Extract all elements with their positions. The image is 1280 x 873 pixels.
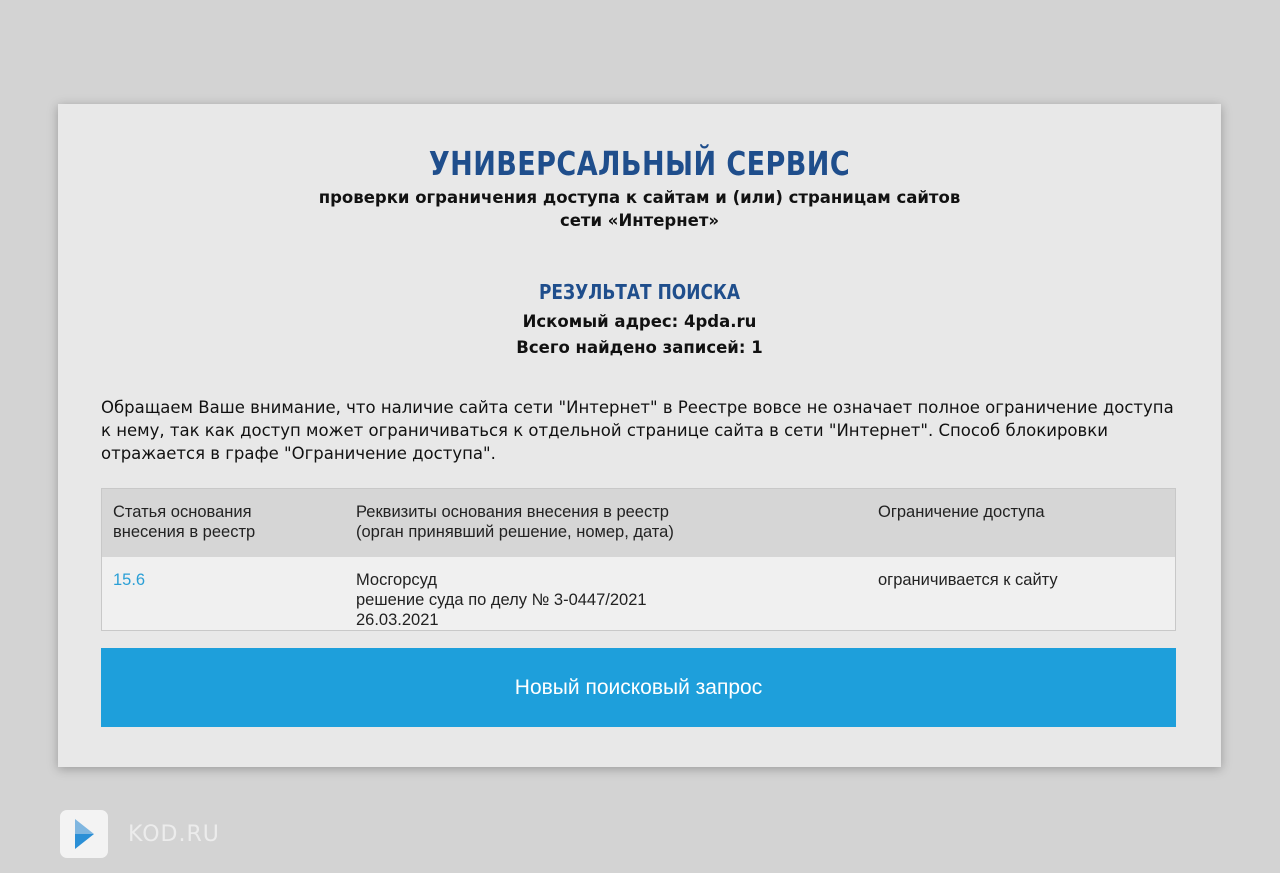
result-title: РЕЗУЛЬТАТ ПОИСКА [538, 280, 741, 304]
row-details [356, 570, 856, 630]
page-subtitle [58, 186, 1221, 232]
watermark [60, 810, 220, 858]
registry-table [101, 488, 1176, 631]
row-restriction: ограничивается к сайту [878, 571, 1058, 589]
row-details-court: Мосгорсуд [356, 571, 437, 589]
header-details [356, 502, 856, 542]
new-search-button[interactable]: Новый поисковый запрос [101, 648, 1176, 727]
notice-text: Обращаем Ваше внимание, что наличие сайта сети "Интернет" в Реестре вовсе не означает полное ограничение доступа к нему, так как доступ может ограничиваться к отдельной странице сайта в сети "Интернет". Способ блокировки отражается в графе "Ограничение доступа". [101, 398, 1174, 463]
header-article [113, 502, 333, 542]
watermark-text: KOD.RU [128, 821, 220, 847]
result-card [58, 104, 1221, 767]
header-details-line-2: (орган принявший решение, номер, дата) [356, 523, 674, 541]
row-details-decision: решение суда по делу № 3-0447/2021 [356, 591, 647, 609]
page-title: УНИВЕРСАЛЬНЫЙ СЕРВИС [428, 144, 851, 183]
article-link[interactable]: 15.6 [113, 571, 146, 589]
play-arrow-icon [60, 810, 108, 858]
searched-address: Искомый адрес: 4pda.ru [522, 312, 757, 331]
total-found: Всего найдено записей: 1 [516, 338, 763, 357]
header-restriction: Ограничение доступа [878, 503, 1045, 521]
row-details-date: 26.03.2021 [356, 611, 439, 629]
header-article-line-1: Статья основания [113, 503, 252, 521]
header-details-line-1: Реквизиты основания внесения в реестр [356, 503, 669, 521]
subtitle-line-2: сети «Интернет» [559, 211, 720, 230]
header-article-line-2: внесения в реестр [113, 523, 256, 541]
table-row [102, 557, 1175, 630]
table-header [102, 489, 1175, 557]
subtitle-line-1: проверки ограничения доступа к сайтам и (или) страницам сайтов [318, 188, 961, 207]
